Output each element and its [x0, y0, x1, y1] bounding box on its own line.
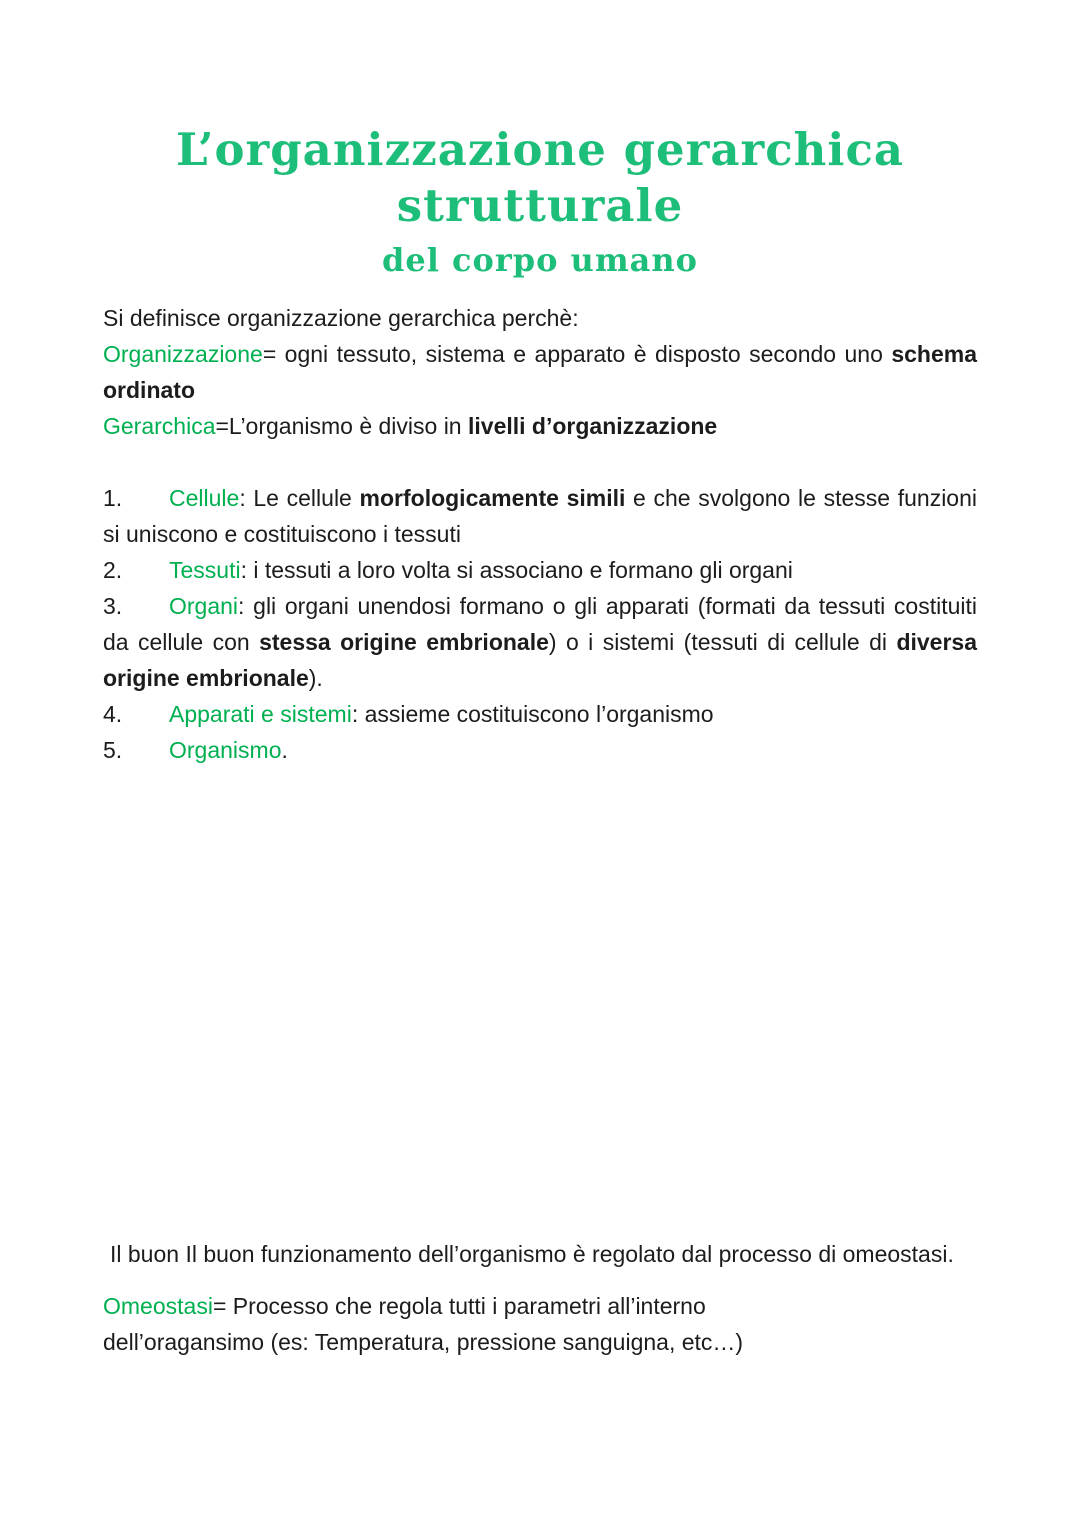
document-title: [103, 0, 977, 280]
text-segment: morfologicamente simili: [359, 485, 626, 511]
text-segment: ).: [308, 665, 323, 691]
text-segment: stessa origine embrionale: [259, 629, 549, 655]
text-segment: livelli d’organizzazione: [468, 413, 718, 439]
closing-paragraph-omeostasi: [103, 1288, 977, 1360]
intro-paragraph-organizzazione: [103, 336, 977, 408]
list-item-organismo: [103, 732, 977, 768]
list-number: 3.: [103, 593, 123, 619]
list-number: 2.: [103, 557, 123, 583]
list-item-organi: [103, 588, 977, 696]
intro-paragraph-gerarchica: [103, 408, 977, 444]
term-highlight: Organi: [169, 593, 239, 619]
intro-paragraph-definition: [103, 300, 977, 336]
list-number: 5.: [103, 737, 123, 763]
text-segment: schema ordinato: [103, 341, 977, 403]
text-segment: ) o i sistemi (tessuti di cellule di: [548, 629, 897, 655]
text-segment: : Le cellule: [239, 485, 360, 511]
text-segment: : assieme costituiscono l’organismo: [351, 701, 714, 727]
title-line-3: del corpo umano: [381, 241, 699, 279]
text-segment: : gli organi unendosi formano o gli apparati (formati da tessuti costituiti da cellule con: [103, 593, 977, 655]
list-number: 1.: [103, 485, 123, 511]
text-segment: Si definisce organizzazione gerarchica perchè:: [103, 305, 579, 331]
list-item-cellule: [103, 480, 977, 552]
list-item-tessuti: [103, 552, 977, 588]
title-line-2: strutturale: [396, 179, 684, 232]
text-segment: = ogni tessuto, sistema e apparato è disposto secondo uno: [262, 341, 892, 367]
title-line-1: L’organizzazione gerarchica: [175, 123, 905, 176]
closing-paragraph-funzionamento: [103, 1236, 977, 1272]
term-highlight: Organizzazione: [103, 341, 263, 367]
hierarchy-levels-list: [103, 480, 977, 768]
closing-section: [103, 1236, 977, 1360]
term-highlight: Apparati e sistemi: [169, 701, 352, 727]
term-highlight: Organismo: [169, 737, 282, 763]
term-highlight: Omeostasi: [103, 1293, 213, 1319]
text-segment: = Processo che regola tutti i parametri all’interno: [212, 1293, 706, 1319]
term-highlight: Gerarchica: [103, 413, 216, 439]
text-segment: e che svolgono le stesse funzioni si uniscono e costituiscono i tessuti: [103, 485, 977, 547]
text-segment: diversa origine embrionale: [103, 629, 977, 691]
term-highlight: Cellule: [169, 485, 240, 511]
list-number: 4.: [103, 701, 123, 727]
text-segment: dell’oragansimo (es: Temperatura, pressione sanguigna, etc…): [103, 1329, 744, 1355]
text-segment: =L’organismo è diviso in: [215, 413, 468, 439]
text-segment: Il buon Il buon funzionamento dell’organismo è regolato dal processo di omeostasi.: [110, 1241, 954, 1267]
text-segment: .: [281, 737, 288, 763]
list-item-apparati-sistemi: [103, 696, 977, 732]
term-highlight: Tessuti: [169, 557, 241, 583]
intro-section: [103, 300, 977, 444]
text-segment: : i tessuti a loro volta si associano e formano gli organi: [240, 557, 793, 583]
